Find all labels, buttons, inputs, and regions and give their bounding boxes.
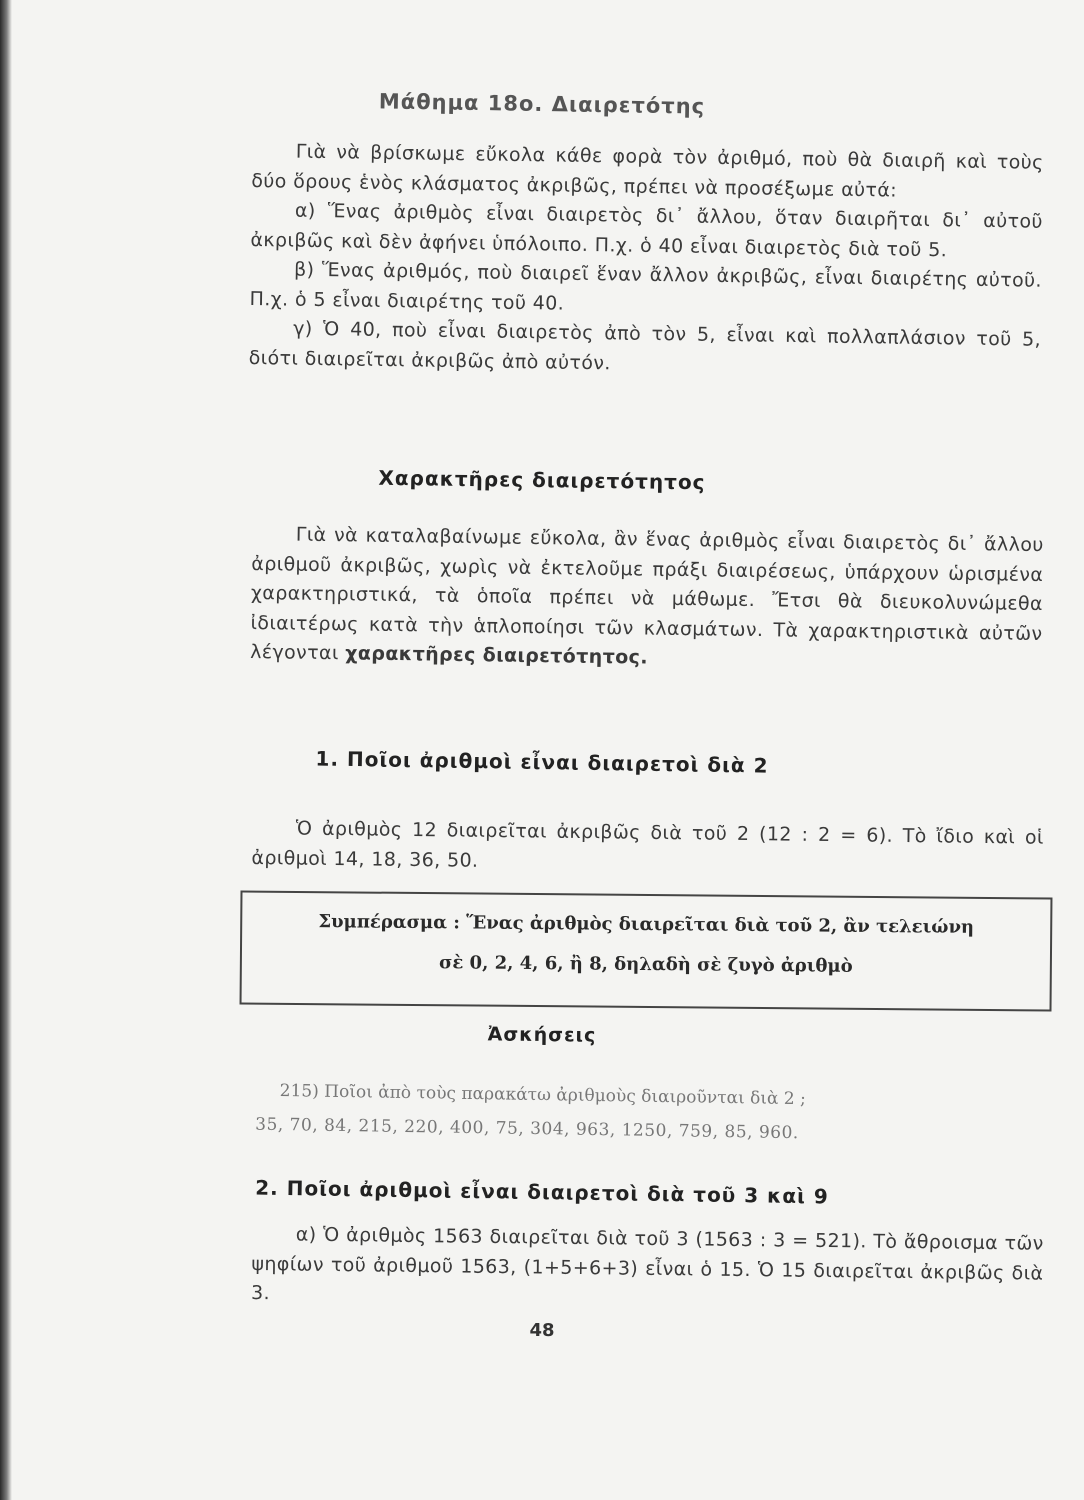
exercise-block bbox=[255, 1074, 1040, 1154]
section1-heading: 1. Ποῖοι ἀριθμοὶ εἶναι διαιρετοὶ διὰ 2 bbox=[315, 746, 769, 778]
conclusion-line-1: Συμπέρασμα : Ἕνας ἀριθμὸς διαιρεῖται διὰ τοῦ 2, ἂν τελειώνη bbox=[318, 911, 975, 938]
exercises-heading: Ἀσκήσεις bbox=[487, 1023, 597, 1047]
section2-text: α) Ὁ ἀριθμὸς 1563 διαιρεῖται διὰ τοῦ 3 (1563 : 3 = 521). Τὸ ἄθροισμα τῶν ψηφίων τοῦ ἀριθμοῦ 1563, (1+5+6+3) εἶναι ὁ 15. Ὁ 15 διαιρεῖται ἀκριβῶς διὰ 3. bbox=[250, 1223, 1044, 1305]
section2-paragraph bbox=[251, 1220, 1044, 1318]
characters-text: Γιὰ νὰ καταλαβαίνωμε εὔκολα, ἂν ἕνας ἀριθμὸς εἶναι διαιρετὸς δι᾽ ἄλλου ἀριθμοῦ ἀκριβῶς, χωρὶς νὰ ἐκτελοῦμε πράξι διαιρέσεως, ὑπάρχουν ὡρισμένα χαρακτηριστικά, τὰ ὁποῖα πρέπει νὰ μάθωμε. Ἔτσι θὰ διευκολυνώμεθα ἰδιαιτέρως κατὰ τὴν ἁπλοποίησι τῶν κλασμάτων. Τὰ χαρακτηριστικὰ αὐτῶν λέγονται bbox=[250, 523, 1044, 665]
conclusion-box bbox=[240, 890, 1053, 1011]
exercise-215: 215) Ποῖοι ἀπὸ τοὺς παρακάτω ἀριθμοὺς διαιροῦνται διὰ 2 ; bbox=[279, 1080, 806, 1110]
section2-heading: 2. Ποῖοι ἀριθμοὶ εἶναι διαιρετοὶ διὰ τοῦ 3 καὶ 9 bbox=[255, 1175, 829, 1209]
intro-item-b: β) Ἕνας ἀριθμός, ποὺ διαιρεῖ ἕναν ἄλλον ἀκριβῶς, εἶναι διαιρέτης αὐτοῦ. Π.χ. ὁ 5 εἶναι διαιρέτης τοῦ 40. bbox=[249, 258, 1043, 315]
characters-term: χαρακτῆρες διαιρετότητος. bbox=[345, 642, 649, 669]
intro-paragraph: Γιὰ νὰ βρίσκωμε εὔκολα κάθε φορὰ τὸν ἀριθμό, ποὺ θὰ διαιρῆ καὶ τοὺς δύο ὅρους ἑνὸς κλάσματος ἀκριβῶς, πρέπει νὰ προσέξωμε αὐτά: bbox=[251, 140, 1044, 202]
characters-paragraph bbox=[250, 520, 1044, 679]
lesson-title: Μάθημα 18ο. Διαιρετότης bbox=[378, 89, 706, 119]
intro-item-c: γ) Ὁ 40, ποὺ εἶναι διαιρετὸς ἀπὸ τὸν 5, εἶναι καὶ πολλαπλάσιον τοῦ 5, διότι διαιρεῖται ἀκριβῶς ἀπὸ αὐτόν. bbox=[248, 317, 1042, 374]
intro-paragraphs bbox=[248, 137, 1043, 385]
characters-heading: Χαρακτῆρες διαιρετότητος bbox=[378, 465, 706, 495]
intro-item-a: α) Ἕνας ἀριθμὸς εἶναι διαιρετὸς δι᾽ ἄλλου, ὅταν διαιρῆται δι᾽ αὐτοῦ ἀκριβῶς καὶ δὲν ἀφήνει ὑπόλοιπο. Π.χ. ὁ 40 εἶναι διαιρετὸς διὰ τοῦ 5. bbox=[250, 199, 1043, 261]
section1-text: Ὁ ἀριθμὸς 12 διαιρεῖται ἀκριβῶς διὰ τοῦ 2 (12 : 2 = 6). Τὸ ἴδιο καὶ οἱ ἀριθμοὶ 14, 18, 36, 50. bbox=[251, 817, 1044, 872]
section1-paragraph bbox=[251, 814, 1044, 883]
exercise-numbers: 35, 70, 84, 215, 220, 400, 75, 304, 963, 1250, 759, 85, 960. bbox=[255, 1114, 799, 1144]
page-number: 48 bbox=[529, 1320, 555, 1341]
conclusion-line-2: σὲ 0, 2, 4, 6, ἢ 8, δηλαδὴ σὲ ζυγὸ ἀριθμὸ bbox=[439, 952, 853, 977]
